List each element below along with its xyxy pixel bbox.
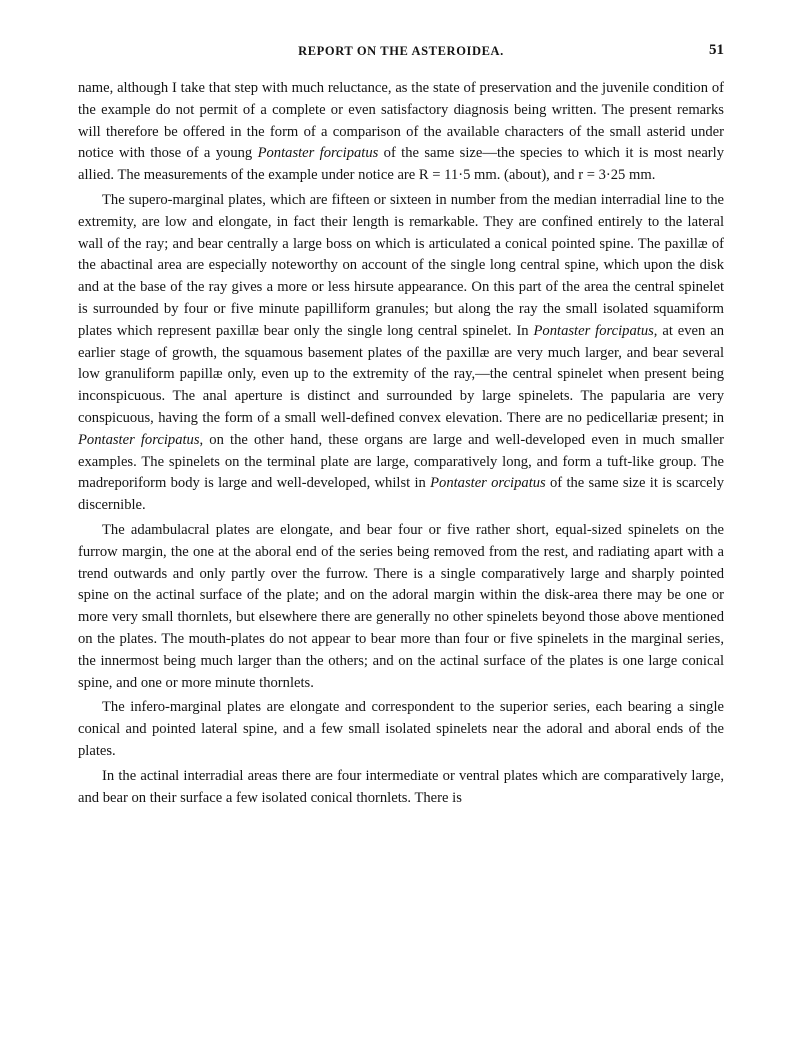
text-run: The adambulacral plates are elongate, and bear four or five rather short, equal-sized spinelets on the furrow margin, the one at the aboral end of the series being removed from the rest, and radiating apart with a trend outwards and only partly over the furrow. There is a single comparatively large and sharply pointed spine on the actinal surface of the plate; and on the adoral margin within the disk-area there may be one or more very small thornlets, but elsewhere there are generally no other spinelets beyond those above mentioned on the plates. The mouth-plates do not appear to bear more than four or five spinelets in the marginal series, the innermost being much larger than the others; and on the actinal surface of the plates is one large conical spine, and one or more minute thornlets. — [78, 521, 724, 691]
text-run: , at even an earlier stage of growth, the squamous basement plates of the paxillæ are very much larger, and bear several low granuliform papillæ only, even up to the extremity of the ray,—the central spinelet when present being inconspicuous. The anal aperture is distinct and surrounded by large spinelets. The papularia are very conspicuous, having the form of a small well-defined convex elevation. There are no pedicellariæ present; in — [78, 322, 724, 426]
paragraph — [78, 766, 724, 810]
text-run: In the actinal interradial areas there are four intermediate or ventral plates which are comparatively large, and bear on their surface a few isolated conical thornlets. There is — [78, 767, 724, 806]
page-number: 51 — [709, 42, 724, 58]
paragraph — [78, 520, 724, 694]
paragraph — [78, 190, 724, 517]
text-run: name, although I take that step with much reluctance, as the state of preservation and the juvenile condition of the example do not permit of a complete or even satisfactory diagnosis being written. The present remarks will therefore be offered in the form of a comparison of the available characters of the small asterid under notice with those of a young — [78, 80, 724, 162]
italic-species-name: Pontaster forcipatus — [533, 322, 654, 339]
text-run: The supero-marginal plates, which are fifteen or sixteen in number from the median interradial line to the extremity, are low and elongate, in fact their length is remarkable. They are confined entirely to the lateral wall of the ray; and bear centrally a large boss on which is articulated a conical pointed spine. The paxillæ of the abactinal area are especially noteworthy on account of the single long central spine, which upon the disk and at the base of the ray gives a more or less hirsute appearance. On this part of the area the central spinelet is surrounded by four or five minute papilliform granules; but along the ray the small isolated squamiform plates which represent paxillæ bear only the single long central spinelet. In — [78, 191, 724, 339]
italic-species-name: Pontaster orcipatus — [430, 475, 546, 492]
italic-species-name: Pontaster forcipatus — [78, 431, 200, 448]
text-run: , on the other hand, these organs are large and well-developed even in much smaller examples. The spinelets on the terminal plate are large, comparatively long, and form a tuft-like group. The madreporiform body is large and well-developed, whilst in — [78, 431, 724, 492]
text-run: of the same size—the species to which it is most nearly allied. The measurements of the example under notice are R = 11·5 mm. (about), and r = 3·25 mm. — [78, 145, 725, 184]
paragraph — [78, 697, 724, 762]
paragraph — [78, 78, 724, 187]
text-run: of the same size it is scarcely discernible. — [78, 475, 724, 514]
running-title: REPORT ON THE ASTEROIDEA. — [298, 44, 504, 58]
running-header — [78, 44, 724, 64]
italic-species-name: Pontaster forcipatus — [257, 145, 379, 162]
text-run: The infero-marginal plates are elongate and correspondent to the superior series, each bearing a single conical and pointed lateral spine, and a few small isolated spinelets near the adoral and aboral ends of the plates. — [78, 699, 724, 759]
body-text — [78, 78, 724, 812]
